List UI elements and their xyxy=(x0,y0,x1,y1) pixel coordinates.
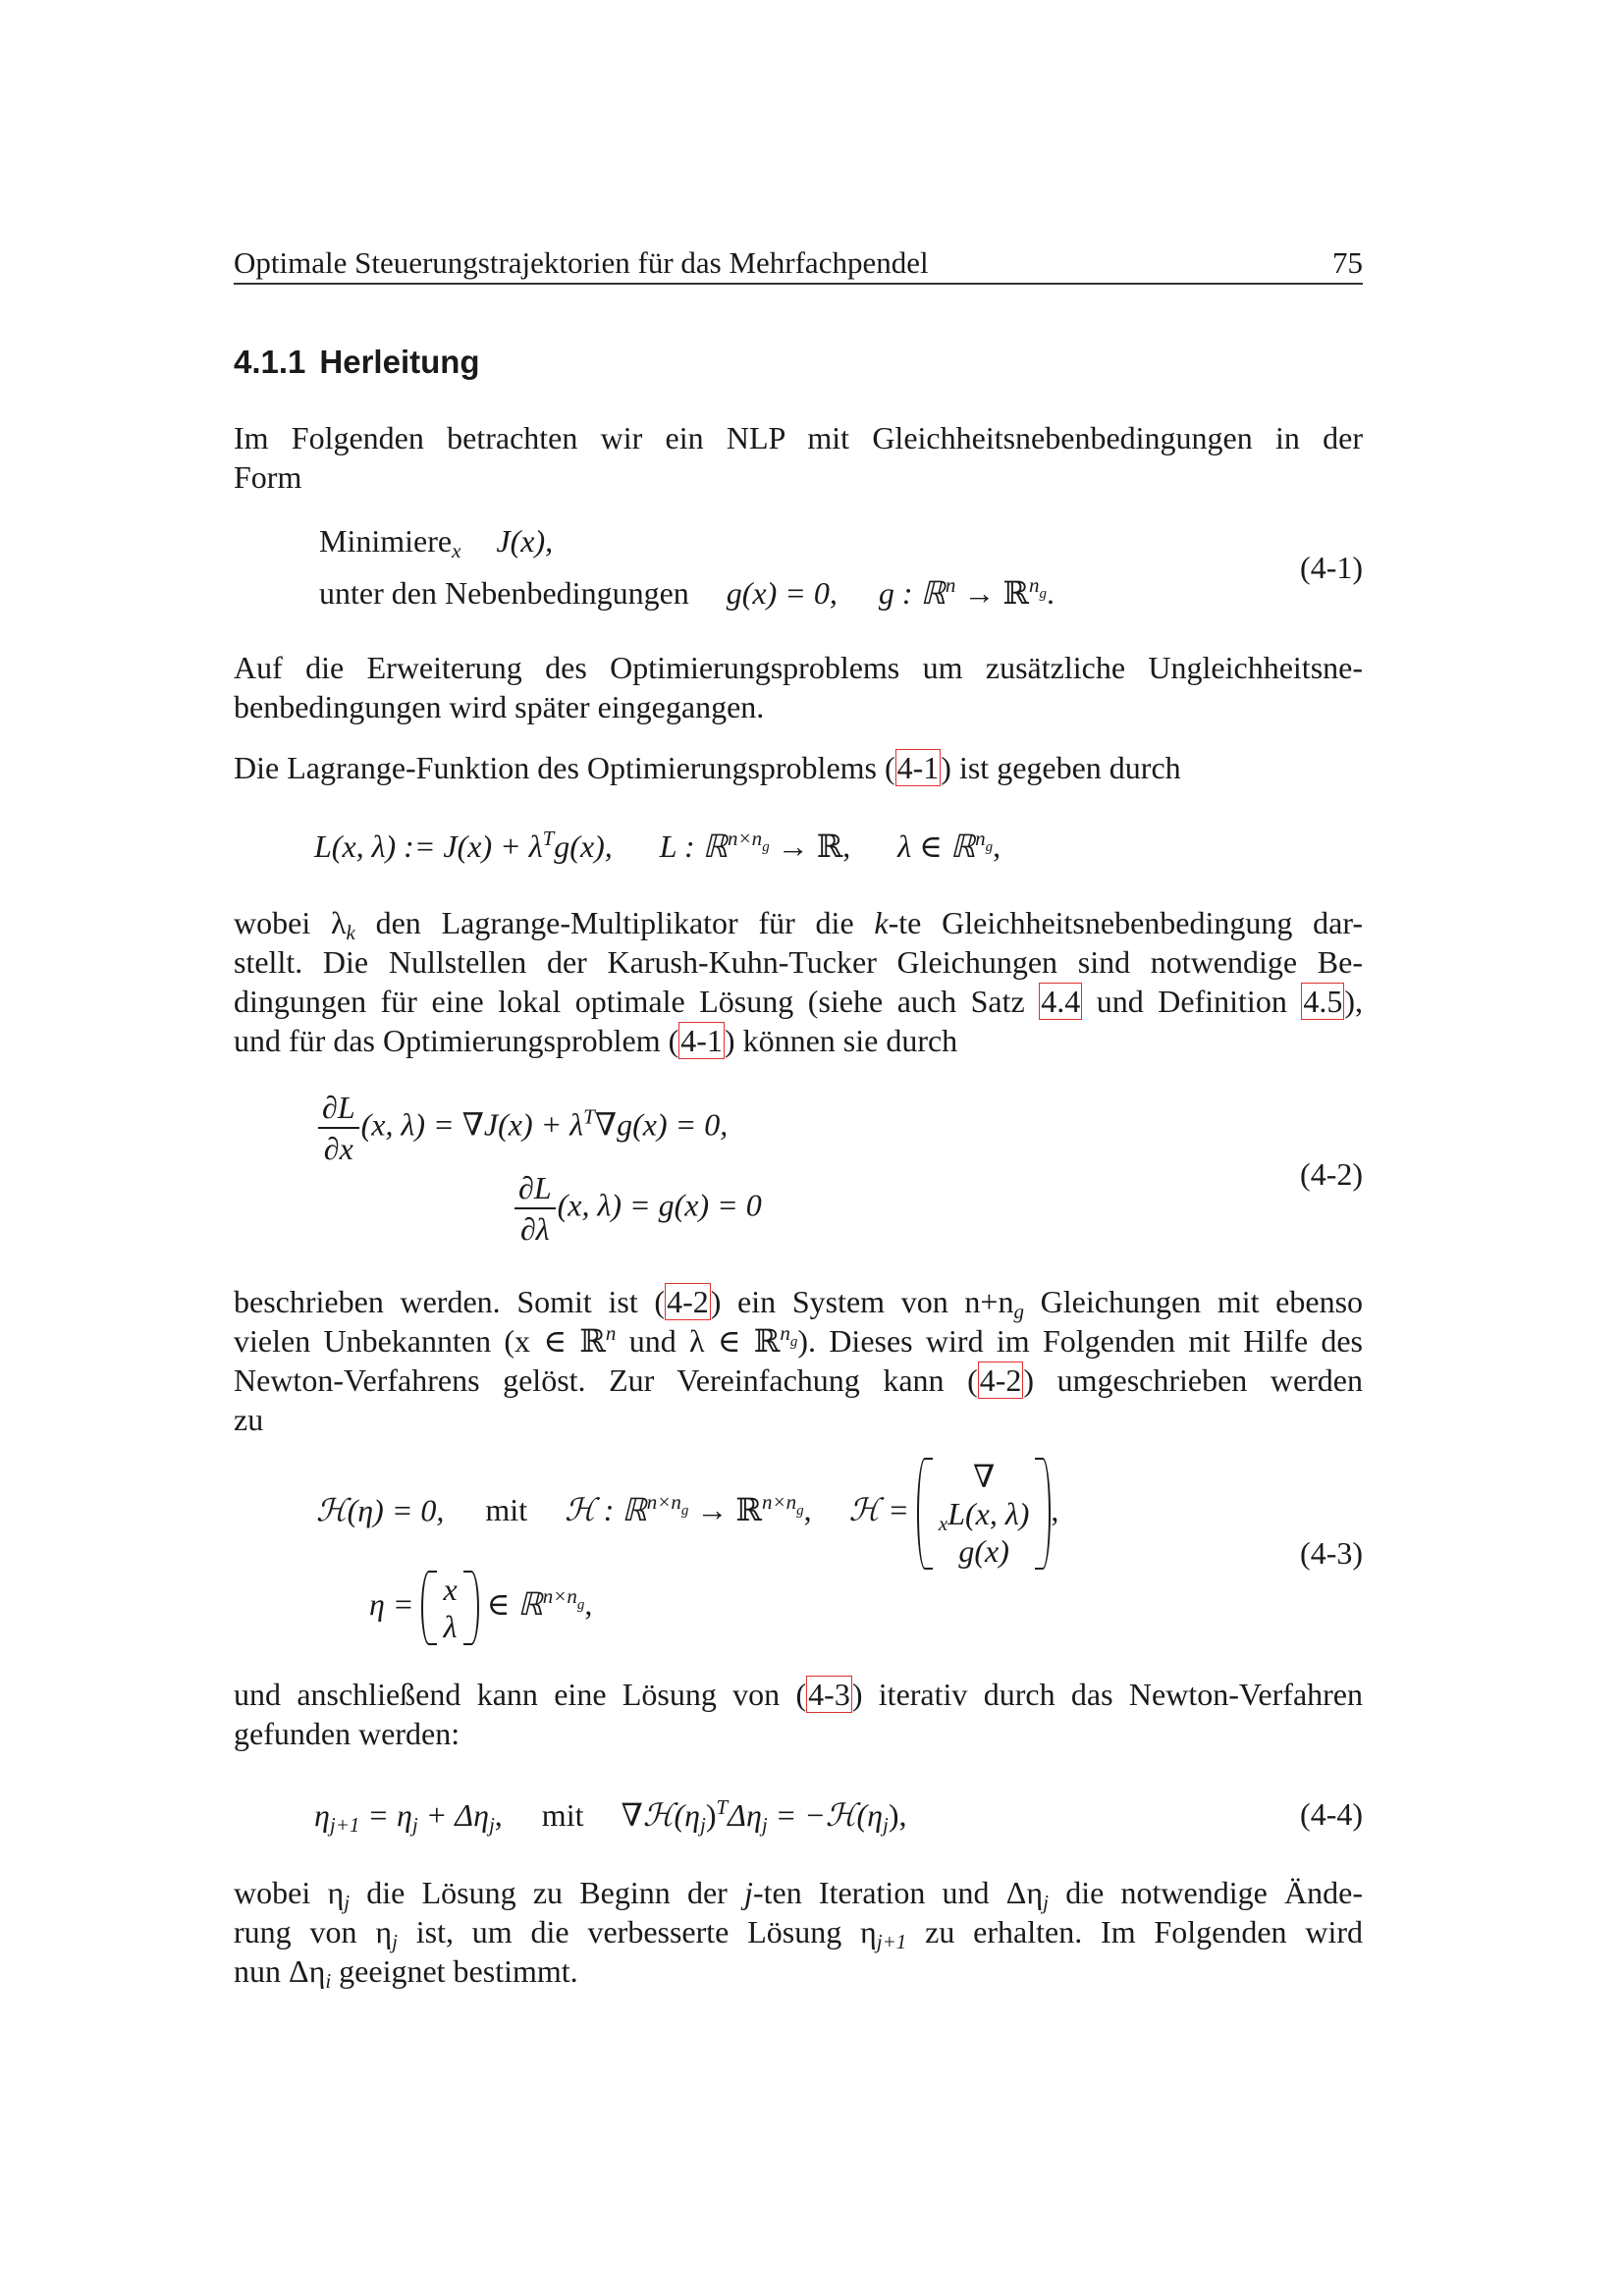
text: ) ist gegeben durch xyxy=(941,750,1181,785)
kkt-row1b: ∇g(x) = 0, xyxy=(594,1106,729,1143)
sub-g: g xyxy=(680,1503,689,1520)
sub-g: g xyxy=(762,839,770,855)
sub-g: g xyxy=(576,1597,585,1613)
sub-i: i xyxy=(325,1969,332,1993)
eta: η xyxy=(314,1797,330,1833)
text-line: Form xyxy=(234,459,302,495)
comma: , xyxy=(1051,1492,1059,1528)
equation-number-4-3: (4-3) xyxy=(1300,1535,1363,1571)
equation-ref-link[interactable]: 4-1 xyxy=(680,1023,723,1058)
dx: ∂x xyxy=(323,1131,353,1166)
dL: ∂L xyxy=(518,1170,552,1205)
sub-j1: j+1 xyxy=(876,1930,907,1953)
text: -ten Iteration und Δη xyxy=(752,1875,1044,1910)
sub-j: j xyxy=(761,1813,768,1837)
H-def: ℋ = xyxy=(848,1492,909,1528)
text-line: gefunden werden: xyxy=(234,1716,460,1751)
lambda-domain: λ ∈ ℝ xyxy=(897,828,976,864)
text: ). Dieses wird im Folgenden mit Hilfe des xyxy=(797,1323,1364,1359)
sup-T: T xyxy=(542,827,555,850)
sub-j: j xyxy=(488,1813,495,1837)
objective: J(x), xyxy=(496,523,554,559)
paragraph-lagrange xyxy=(234,748,1363,787)
comma: , xyxy=(584,1586,593,1622)
equation-4-1-row2 xyxy=(319,574,1055,612)
sup-T: T xyxy=(583,1104,595,1129)
paren: ) xyxy=(705,1797,717,1833)
equation-4-4: $\eta_{j+1} = \eta_j + \Delta\eta_j$, mit $\nabla ℋ(\eta_j)^T\Delta\eta_j$ = $-ℋ(\eta_j)$, xyxy=(314,1795,907,1837)
sup-T: T xyxy=(716,1795,729,1819)
nabla: ∇ xyxy=(972,1459,996,1494)
H-zero: ℋ(η) = 0, xyxy=(316,1492,445,1528)
text: Gleichungen mit ebenso xyxy=(1023,1284,1364,1319)
running-title: Optimale Steuerungstrajektorien für das Mehrfachpendel xyxy=(234,245,929,280)
equation-number-4-4: (4-4) xyxy=(1300,1796,1363,1832)
delta-eta: Δη xyxy=(728,1797,762,1833)
text: ) ein System von n+n xyxy=(710,1284,1014,1319)
text: -te Gleichheitsnebenbedingung dar- xyxy=(888,905,1364,940)
gradient-L: L(x, λ) xyxy=(947,1496,1030,1531)
text: wobei λ xyxy=(234,905,347,940)
sub-g: g xyxy=(1013,1300,1024,1323)
text: ist, um die verbesserte Lösung η xyxy=(397,1914,877,1949)
text: Newton-Verfahrens gelöst. Zur Vereinfachung kann ( xyxy=(234,1362,978,1398)
sub-g: g xyxy=(985,839,994,855)
section-title: Herleitung xyxy=(319,344,480,380)
sub-j1: j+1 xyxy=(329,1813,360,1837)
constraint-map: g : ℝ xyxy=(878,575,946,611)
text: ), xyxy=(1344,984,1364,1019)
section-heading xyxy=(234,344,480,381)
arrow: → ℝ, xyxy=(769,828,851,864)
sup-n: n xyxy=(780,1321,790,1345)
constraint-label: unter den Nebenbedingungen xyxy=(319,575,689,611)
sup-n: n xyxy=(605,1321,617,1345)
mit: mit xyxy=(485,1492,528,1528)
delta-eta: + Δη xyxy=(417,1797,489,1833)
theorem-ref-link[interactable]: 4.4 xyxy=(1041,984,1081,1019)
lagrangian-map: L : ℝ xyxy=(659,828,729,864)
sub-j: j xyxy=(411,1813,418,1837)
paragraph-system xyxy=(234,1282,1363,1439)
text: die notwendige Ände- xyxy=(1048,1875,1364,1910)
equation-number-4-1: (4-1) xyxy=(1300,550,1363,585)
page-number: 75 xyxy=(1332,245,1363,280)
k: k xyxy=(874,905,889,940)
arrow: → ℝ xyxy=(955,575,1029,611)
vector-eta xyxy=(421,1571,478,1645)
text: zu erhalten. Im Folgenden wird xyxy=(906,1914,1364,1949)
sup-n: n xyxy=(1028,573,1040,597)
nabla-H: ∇ℋ(η xyxy=(621,1797,700,1833)
equation-4-3-row2 xyxy=(369,1563,592,1645)
g-of-x: g(x) xyxy=(958,1533,1009,1569)
text-line: stellt. Die Nullstellen der Karush-Kuhn-Tucker Gleichungen sind notwendige Be- xyxy=(234,944,1363,980)
text: ) können sie durch xyxy=(724,1023,958,1058)
sup-nxn: n×n xyxy=(646,1490,681,1515)
vector-H xyxy=(917,1458,1052,1570)
equation-ref-link[interactable]: 4-1 xyxy=(896,750,940,785)
kkt-row2: (x, λ) = g(x) = 0 xyxy=(557,1187,762,1223)
text: und anschließend kann eine Lösung von ( xyxy=(234,1677,807,1712)
definition-ref-link[interactable]: 4.5 xyxy=(1303,984,1343,1019)
dL: ∂L xyxy=(322,1090,355,1125)
equation-ref-link[interactable]: 4-3 xyxy=(808,1677,850,1712)
x: x xyxy=(443,1571,458,1607)
eta-domain: ∈ ℝ xyxy=(486,1586,543,1622)
sub-g: g xyxy=(796,1503,804,1520)
eta-def: η = xyxy=(369,1586,414,1622)
dot: . xyxy=(1046,575,1055,611)
equation-4-1-row1 xyxy=(319,523,553,560)
minus-H: = −ℋ(η xyxy=(767,1797,883,1833)
paragraph-kkt xyxy=(234,903,1363,1060)
arrow: → ℝ xyxy=(688,1492,762,1528)
lagrangian-lhs: L(x, λ) := J(x) + λ xyxy=(314,828,543,864)
text-line: benbedingungen wird später eingegangen. xyxy=(234,689,765,724)
sub-j: j xyxy=(344,1891,351,1914)
equation-ref-link[interactable]: 4-2 xyxy=(979,1362,1022,1398)
text: Die Lagrange-Funktion des Optimierungsproblems ( xyxy=(234,750,895,785)
sup-n: n xyxy=(975,827,986,850)
constraint: g(x) = 0, xyxy=(726,575,838,611)
text: und λ ∈ ℝ xyxy=(616,1323,781,1359)
text: und Definition xyxy=(1082,984,1302,1019)
lambda: λ xyxy=(443,1608,458,1644)
partial-fraction xyxy=(318,1088,359,1168)
partial-fraction xyxy=(514,1168,556,1249)
text: den Lagrange-Multiplikator für die xyxy=(354,905,875,940)
paren: ), xyxy=(888,1797,907,1833)
sub-k: k xyxy=(346,921,355,944)
minimiere-label: Minimiere xyxy=(319,523,453,559)
equation-number-4-2: (4-2) xyxy=(1300,1156,1363,1192)
text: vielen Unbekannten (x ∈ ℝ xyxy=(234,1323,606,1359)
paragraph-newton xyxy=(234,1675,1363,1753)
eta: = η xyxy=(359,1797,412,1833)
equation-4-2-row2 xyxy=(513,1168,762,1249)
text-line: Auf die Erweiterung des Optimierungsproblems um zusätzliche Ungleichheitsne- xyxy=(234,650,1363,685)
sup-n: n xyxy=(945,573,956,597)
section-number: 4.1.1 xyxy=(234,344,306,380)
sub-g: g xyxy=(1039,586,1047,602)
text: die Lösung zu Beginn der xyxy=(350,1875,745,1910)
sup-nxn: n×n xyxy=(761,1490,797,1515)
sub-j: j xyxy=(699,1813,706,1837)
paragraph-intro xyxy=(234,418,1363,497)
sub-j: j xyxy=(883,1813,889,1837)
text: und für das Optimierungsproblem ( xyxy=(234,1023,679,1058)
sub-j: j xyxy=(1043,1891,1049,1914)
equation-ref-link[interactable]: 4-2 xyxy=(667,1284,709,1319)
text: rung von η xyxy=(234,1914,393,1949)
equation-4-3-row1: ℋ(η) = 0, mit ℋ : ℝ$^{n\times n_g}$ → ℝ$^{n\times n_g}$, ℋ = ∇ $_x$L(x, λ) g(x) , xyxy=(316,1459,1059,1569)
gx: g(x), xyxy=(554,828,613,864)
text: nun Δη xyxy=(234,1953,326,1989)
text-line: Im Folgenden betrachten wir ein NLP mit Gleichheitsnebenbedingungen in der xyxy=(234,420,1363,455)
j: j xyxy=(744,1875,753,1910)
text: ) iterativ durch das Newton-Verfahren xyxy=(851,1677,1364,1712)
text: ) umgeschrieben werden xyxy=(1023,1362,1364,1398)
equation-lagrangian xyxy=(314,828,1001,865)
text: wobei η xyxy=(234,1875,345,1910)
text-line: zu xyxy=(234,1402,264,1437)
sup-nxn: n×n xyxy=(542,1584,577,1608)
kkt-row1: (x, λ) = ∇J(x) + λ xyxy=(360,1106,584,1143)
H-map: ℋ : ℝ xyxy=(565,1492,647,1528)
paragraph-update xyxy=(234,1873,1363,1991)
text: dingungen für eine lokal optimale Lösung (siehe auch Satz xyxy=(234,984,1040,1019)
dlambda: ∂λ xyxy=(519,1211,550,1247)
sub-x: x xyxy=(938,1512,948,1535)
equation-4-2-row1 xyxy=(316,1088,728,1168)
running-header xyxy=(234,243,1363,285)
mit: mit xyxy=(541,1797,584,1833)
comma: , xyxy=(993,828,1001,864)
sub-g: g xyxy=(789,1334,798,1350)
sub-x: x xyxy=(452,539,461,562)
sup-nxn: n×n xyxy=(728,827,763,850)
paragraph-extension xyxy=(234,648,1363,726)
sub-j: j xyxy=(392,1930,398,1953)
text: geeignet bestimmt. xyxy=(331,1953,578,1989)
text: beschrieben werden. Somit ist ( xyxy=(234,1284,666,1319)
